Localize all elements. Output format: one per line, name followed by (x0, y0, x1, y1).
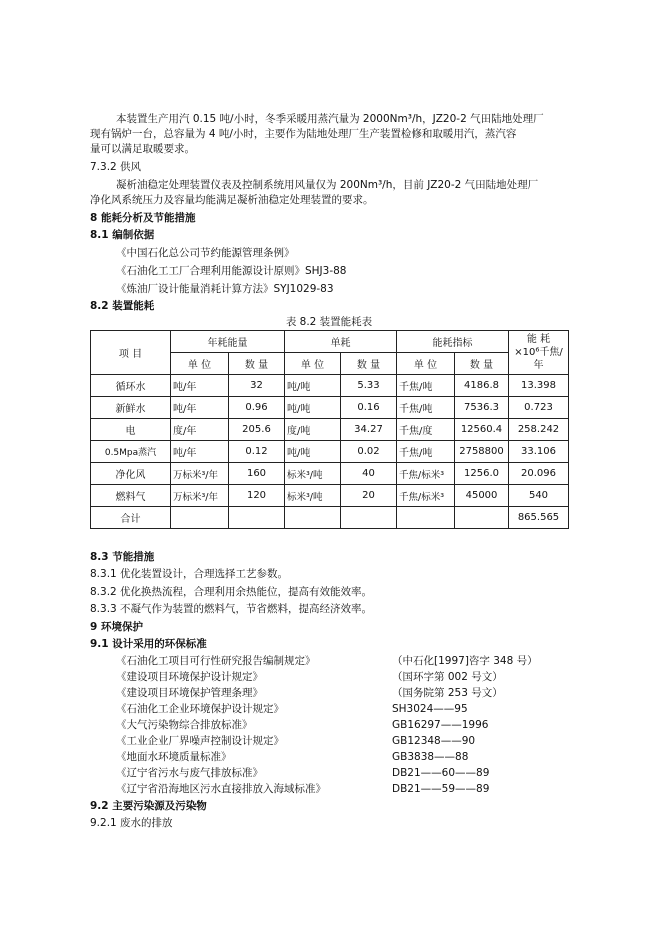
standard-code: DB21——59——89 (392, 783, 490, 795)
cell-unit-consumption-unit: 吨/吨 (285, 375, 341, 397)
section-9-1-heading: 9.1 设计采用的环保标准 (90, 638, 207, 650)
cell-unit-consumption-qty: 40 (341, 463, 397, 485)
standard-name: 《辽宁省污水与废气排放标准》 (116, 767, 263, 779)
cell-unit-consumption-qty: 0.16 (341, 397, 397, 419)
cell-index-unit: 千焦/度 (397, 419, 455, 441)
table-row (91, 419, 569, 441)
cell-index-qty: 12560.4 (455, 419, 509, 441)
section-8-3-heading: 8.3 节能措施 (90, 551, 155, 563)
standard-code: （中石化[1997]咨字 348 号） (392, 655, 538, 667)
intro-line-3: 量可以满足取暖要求。 (90, 143, 195, 155)
standard-code: DB21——60——89 (392, 767, 490, 779)
cell-index-qty: 4186.8 (455, 375, 509, 397)
section-8-2-heading: 8.2 装置能耗 (90, 300, 155, 312)
cell-annual-unit: 吨/年 (171, 375, 229, 397)
standard-name: 《建设项目环境保护设计规定》 (116, 671, 263, 683)
cell-unit-consumption-unit: 标米³/吨 (285, 463, 341, 485)
s732-line-1: 凝析油稳定处理装置仪表及控制系统用风量仅为 200Nm³/h，目前 JZ20-2 气田陆地处理厂 (116, 179, 539, 191)
standard-code: GB16297——1996 (392, 719, 489, 731)
cell-item: 0.5Mpa蒸汽 (91, 441, 171, 463)
cell-item: 电 (91, 419, 171, 441)
section-9-2-heading: 9.2 主要污染源及污染物 (90, 800, 207, 812)
sub-qty-header: 数 量 (455, 353, 509, 375)
measure-item: 8.3.2 优化换热流程，合理利用余热能位，提高有效能效率。 (90, 586, 373, 598)
reference-item: 《石油化工工厂合理利用能源设计原则》SHJ3-88 (116, 265, 347, 277)
cell-annual-qty: 120 (229, 485, 285, 507)
empty-cell (455, 507, 509, 529)
cell-energy: 13.398 (509, 375, 569, 397)
table-caption: 表 8.2 装置能耗表 (285, 316, 373, 328)
empty-cell (285, 507, 341, 529)
cell-unit-consumption-unit: 度/吨 (285, 419, 341, 441)
cell-unit-consumption-unit: 吨/吨 (285, 397, 341, 419)
reference-item: 《中国石化总公司节约能源管理条例》 (116, 247, 295, 259)
cell-annual-unit: 度/年 (171, 419, 229, 441)
cell-index-qty: 45000 (455, 485, 509, 507)
section-9-heading: 9 环境保护 (90, 621, 143, 633)
table-row (91, 463, 569, 485)
cell-index-unit: 千焦/标米³ (397, 463, 455, 485)
cell-energy: 258.242 (509, 419, 569, 441)
cell-index-qty: 2758800 (455, 441, 509, 463)
intro-line-2: 现有锅炉一台，总容量为 4 吨/小时，主要作为陆地处理厂生产装置检修和取暖用汽，蒸汽容 (90, 128, 517, 140)
total-value: 865.565 (509, 507, 569, 529)
cell-index-unit: 千焦/吨 (397, 441, 455, 463)
cell-index-unit: 千焦/吨 (397, 375, 455, 397)
measure-item: 8.3.1 优化装置设计，合理选择工艺参数。 (90, 568, 289, 580)
empty-cell (171, 507, 229, 529)
section-8-heading: 8 能耗分析及节能措施 (90, 212, 196, 224)
cell-item: 循环水 (91, 375, 171, 397)
cell-index-unit: 千焦/标米³ (397, 485, 455, 507)
s732-line-2: 净化风系统压力及容量均能满足凝析油稳定处理装置的要求。 (90, 194, 374, 206)
standard-name: 《石油化工项目可行性研究报告编制规定》 (116, 655, 316, 667)
col-item-header: 项 目 (91, 331, 171, 375)
cell-index-qty: 1256.0 (455, 463, 509, 485)
cell-item: 净化风 (91, 463, 171, 485)
standard-code: SH3024——95 (392, 703, 468, 715)
cell-energy: 20.096 (509, 463, 569, 485)
cell-annual-unit: 吨/年 (171, 397, 229, 419)
section-8-1-heading: 8.1 编制依据 (90, 229, 155, 241)
intro-line-1: 本装置生产用汽 0.15 吨/小时，冬季采暖用蒸汽量为 2000Nm³/h，JZ20-2 气田陆地处理厂 (116, 113, 544, 125)
cell-index-qty: 7536.3 (455, 397, 509, 419)
col-annual-header: 年耗能量 (171, 331, 285, 353)
cell-annual-unit: 万标米³/年 (171, 463, 229, 485)
cell-unit-consumption-qty: 20 (341, 485, 397, 507)
sub-qty-header: 数 量 (229, 353, 285, 375)
standard-name: 《地面水环境质量标准》 (116, 751, 232, 763)
empty-cell (397, 507, 455, 529)
table-total-row (91, 507, 569, 529)
cell-energy: 540 (509, 485, 569, 507)
cell-annual-unit: 万标米³/年 (171, 485, 229, 507)
col-energy-index-header: 能耗指标 (397, 331, 509, 353)
table-row (91, 375, 569, 397)
section-7-3-2-heading: 7.3.2 供风 (90, 161, 142, 173)
cell-annual-qty: 0.96 (229, 397, 285, 419)
cell-unit-consumption-qty: 5.33 (341, 375, 397, 397)
cell-unit-consumption-unit: 标米³/吨 (285, 485, 341, 507)
col-energy-label: 能 耗 (526, 334, 551, 345)
cell-item: 燃料气 (91, 485, 171, 507)
cell-energy: 33.106 (509, 441, 569, 463)
energy-consumption-table (90, 330, 569, 529)
total-label: 合计 (91, 507, 171, 529)
table-row (91, 485, 569, 507)
standard-code: （国务院第 253 号文） (392, 687, 503, 699)
sub-unit-header: 单 位 (285, 353, 341, 375)
standard-name: 《大气污染物综合排放标准》 (116, 719, 253, 731)
section-9-2-1-heading: 9.2.1 废水的排放 (90, 817, 173, 829)
cell-annual-unit: 吨/年 (171, 441, 229, 463)
cell-unit-consumption-qty: 34.27 (341, 419, 397, 441)
standard-name: 《石油化工企业环境保护设计规定》 (116, 703, 284, 715)
standard-name: 《建设项目环境保护管理条理》 (116, 687, 263, 699)
cell-item: 新鲜水 (91, 397, 171, 419)
sub-qty-header: 数 量 (341, 353, 397, 375)
cell-unit-consumption-unit: 吨/吨 (285, 441, 341, 463)
sub-unit-header: 单 位 (397, 353, 455, 375)
measure-item: 8.3.3 不凝气作为装置的燃料气，节省燃料，提高经济效率。 (90, 603, 373, 615)
cell-annual-qty: 32 (229, 375, 285, 397)
cell-index-unit: 千焦/吨 (397, 397, 455, 419)
standard-code: GB12348——90 (392, 735, 476, 747)
table-header-row (91, 331, 569, 353)
empty-cell (229, 507, 285, 529)
cell-unit-consumption-qty: 0.02 (341, 441, 397, 463)
col-unit-consumption-header: 单耗 (285, 331, 397, 353)
col-energy-header (509, 331, 569, 375)
standard-code: GB3838——88 (392, 751, 469, 763)
table-row (91, 441, 569, 463)
col-energy-unit: ×10⁶千焦/年 (514, 347, 563, 371)
cell-annual-qty: 160 (229, 463, 285, 485)
standard-name: 《工业企业厂界噪声控制设计规定》 (116, 735, 284, 747)
standard-code: （国环字第 002 号文） (392, 671, 503, 683)
cell-annual-qty: 0.12 (229, 441, 285, 463)
cell-annual-qty: 205.6 (229, 419, 285, 441)
standard-name: 《辽宁省沿海地区污水直接排放入海域标准》 (116, 783, 326, 795)
reference-item: 《炼油厂设计能量消耗计算方法》SYJ1029-83 (116, 283, 334, 295)
cell-energy: 0.723 (509, 397, 569, 419)
table-row (91, 397, 569, 419)
sub-unit-header: 单 位 (171, 353, 229, 375)
empty-cell (341, 507, 397, 529)
